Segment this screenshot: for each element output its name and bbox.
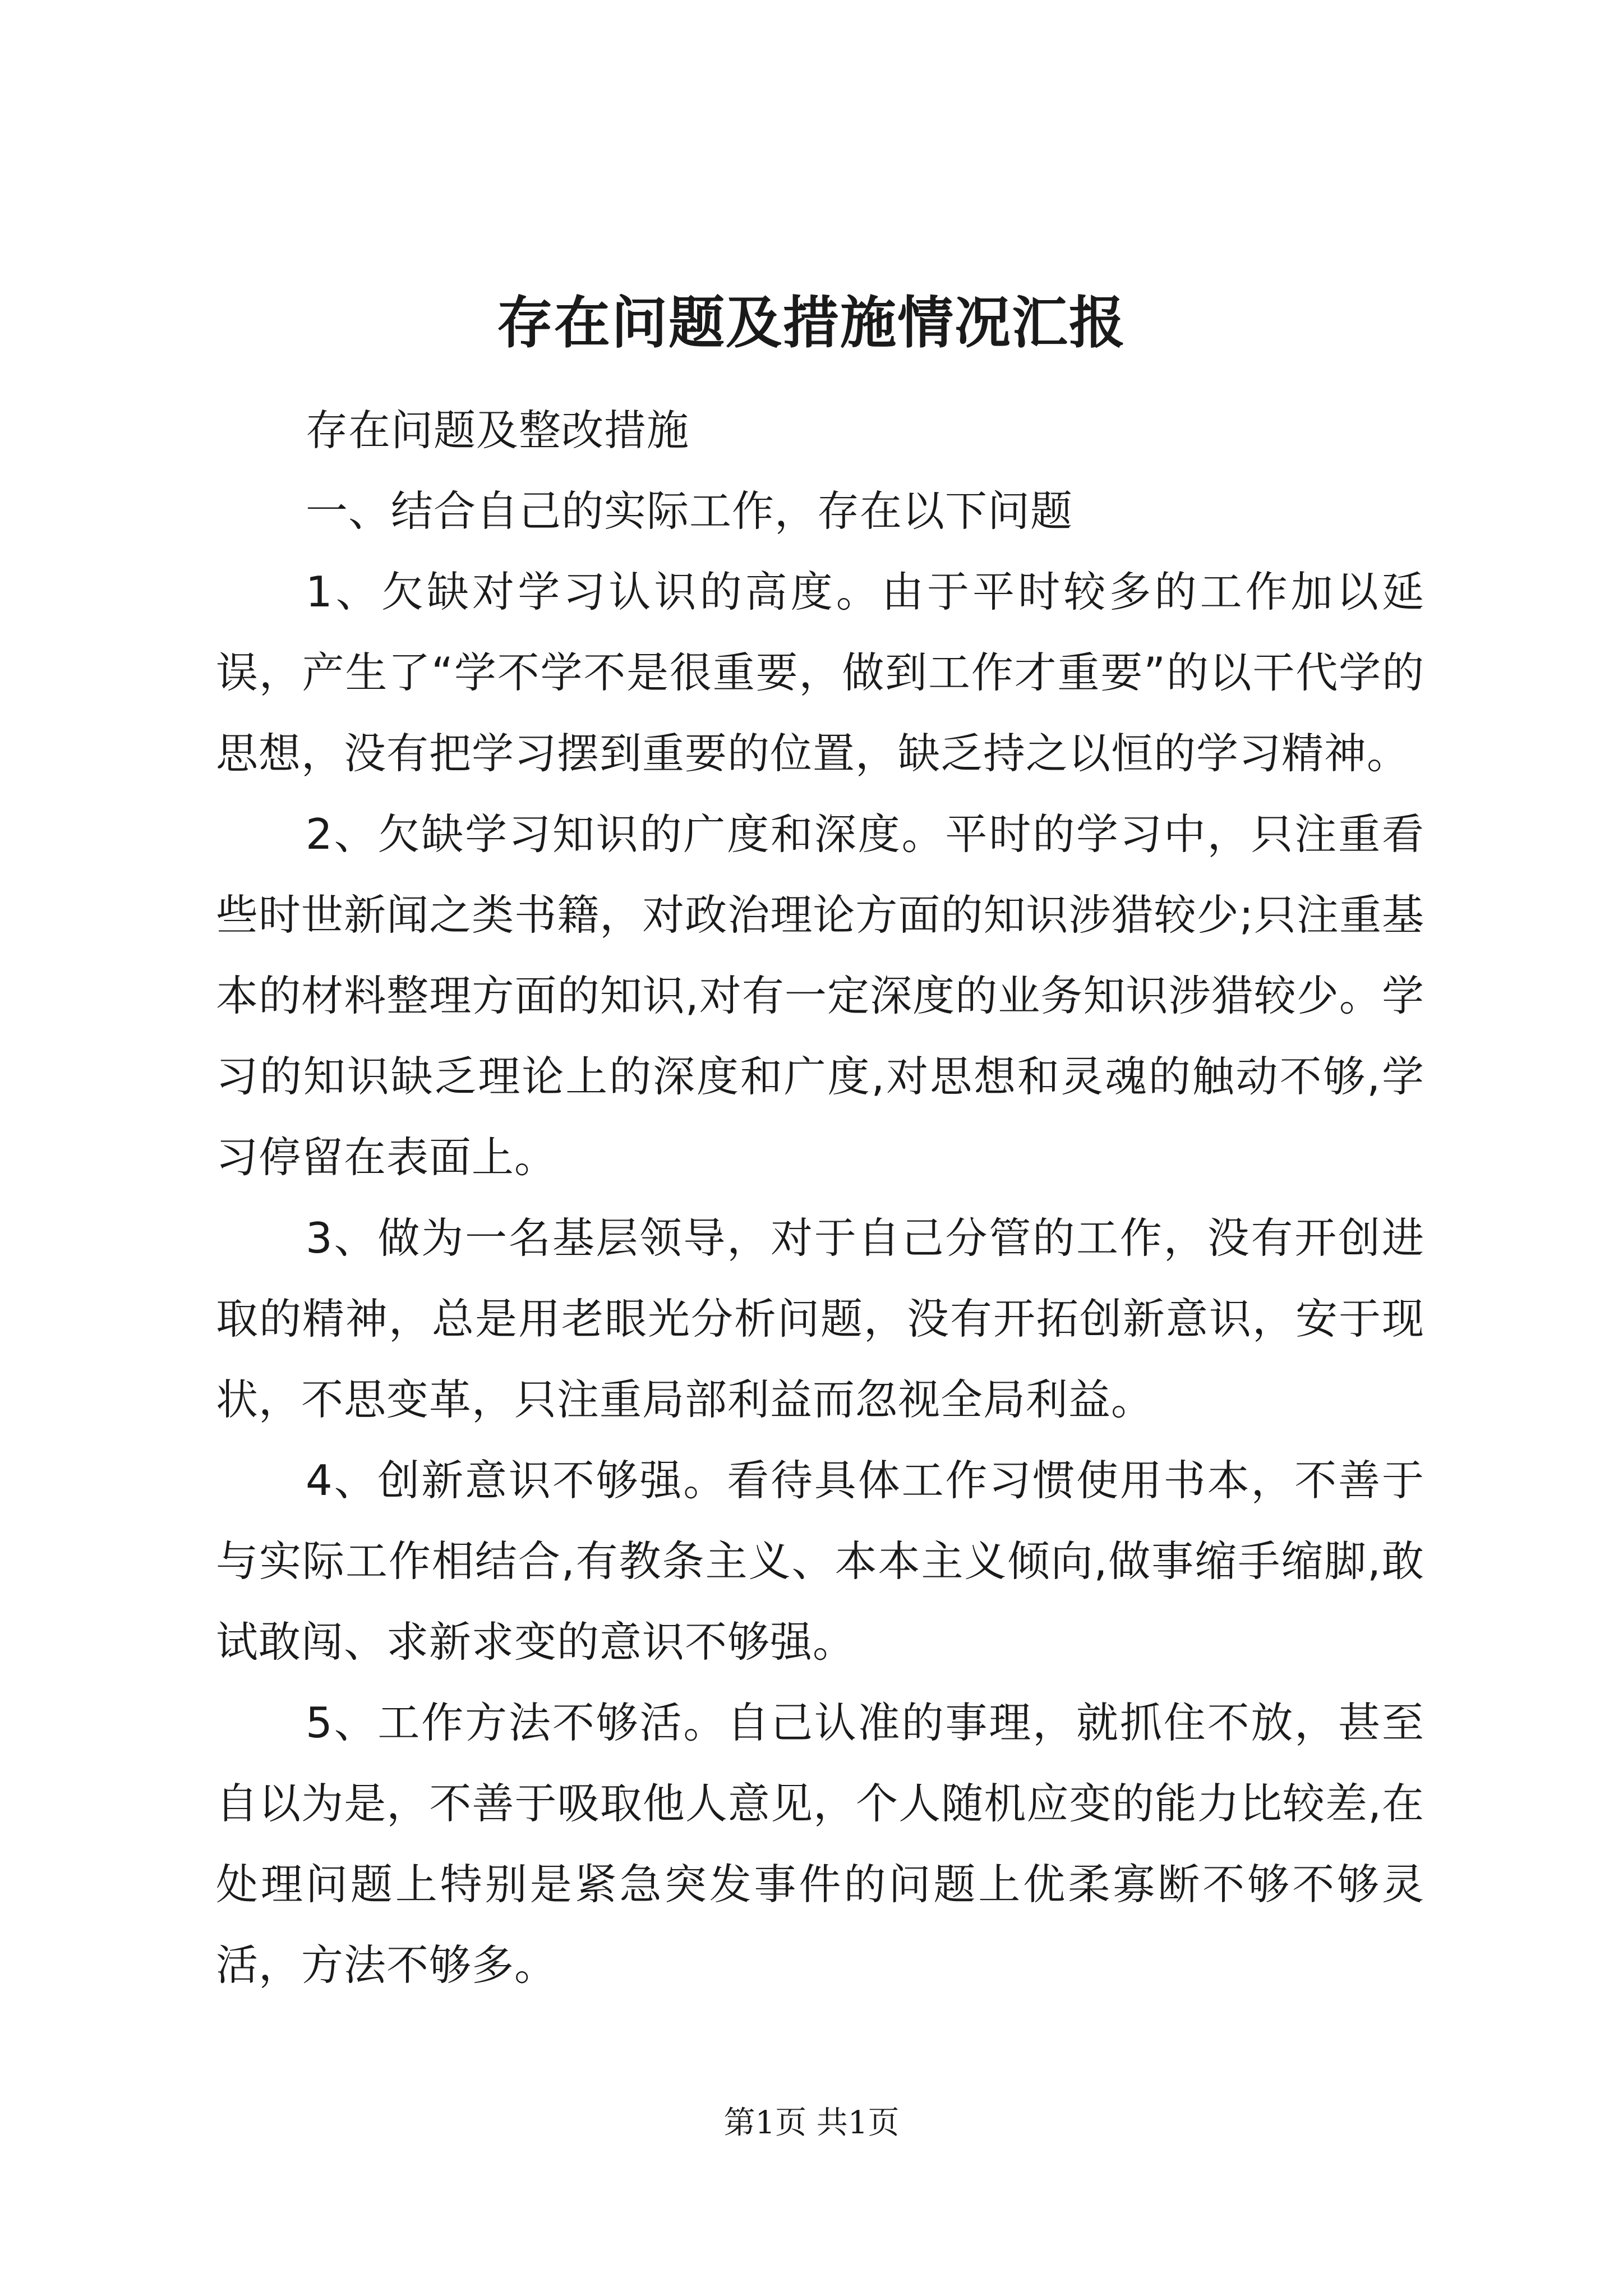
paragraph-item-1: 1、欠缺对学习认识的高度。由于平时较多的工作加以延误，产生了“学不学不是很重要，做到工作才重要”的以干代学的思想，没有把学习摆到重要的位置，缺乏持之以恒的学习精神。 — [216, 567, 1424, 778]
paragraph-item-2: 2、欠缺学习知识的广度和深度。平时的学习中，只注重看些时世新闻之类书籍，对政治理论方面的知识涉猎较少;只注重基本的材料整理方面的知识,对有一定深度的业务知识涉猎较少。学习的知识缺乏理论上的深度和广度,对思想和灵魂的触动不够,学习停留在表面上。 — [216, 809, 1424, 1182]
paragraph-subtitle: 存在问题及整改措施 — [306, 406, 690, 455]
page-footer: 第1页 共1页 — [723, 2105, 900, 2141]
paragraph-item-4: 4、创新意识不够强。看待具体工作习惯使用书本，不善于与实际工作相结合,有教条主义、本本主义倾向,做事缩手缩脚,敢试敢闯、求新求变的意识不够强。 — [216, 1456, 1424, 1667]
paragraph-item-3: 3、做为一名基层领导，对于自己分管的工作，没有开创进取的精神，总是用老眼光分析问题，没有开拓创新意识，安于现状，不思变革，只注重局部利益而忽视全局利益。 — [216, 1213, 1424, 1424]
document-body — [216, 390, 1424, 2005]
paragraph-item-5: 5、工作方法不够活。自己认准的事理，就抓住不放，甚至自以为是，不善于吸取他人意见，个人随机应变的能力比较差,在处理问题上特别是紧急突发事件的问题上优柔寡断不够不够灵活，方法不够多。 — [216, 1698, 1424, 1990]
document-title: 存在问题及措施情况汇报 — [497, 289, 1126, 356]
paragraph-section-heading: 一、结合自己的实际工作，存在以下问题 — [306, 486, 1073, 536]
